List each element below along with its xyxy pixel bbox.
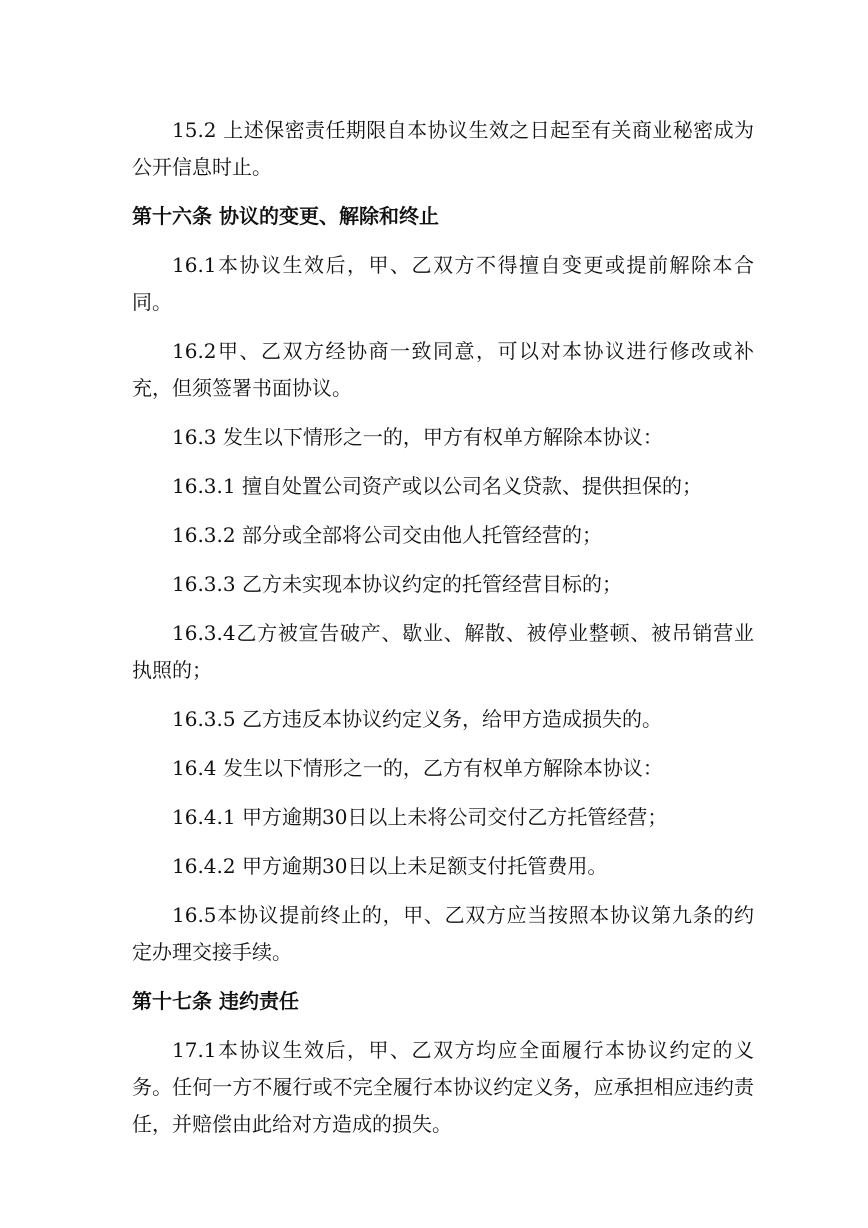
clause-16-2: 16.2甲、乙双方经协商一致同意，可以对本协议进行修改或补充，但须签署书面协议。	[132, 339, 754, 400]
article-17-heading: 第十七条 违约责任	[132, 989, 299, 1013]
clause-16-3-4: 16.3.4乙方被宣告破产、歇业、解散、被停业整顿、被吊销营业执照的；	[132, 621, 754, 682]
clause-16-1: 16.1本协议生效后，甲、乙双方不得擅自变更或提前解除本合同。	[132, 253, 754, 314]
clause-16-3-1: 16.3.1 擅自处置公司资产或以公司名义贷款、提供担保的；	[172, 474, 702, 498]
article-16-heading: 第十六条 协议的变更、解除和终止	[132, 204, 439, 228]
clause-16-4: 16.4 发生以下情形之一的，乙方有权单方解除本协议：	[172, 756, 663, 780]
clause-16-4-2: 16.4.2 甲方逾期30日以上未足额支付托管费用。	[172, 854, 608, 878]
clause-16-4-1: 16.4.1 甲方逾期30日以上未将公司交付乙方托管经营；	[172, 805, 668, 829]
clause-17-1: 17.1本协议生效后，甲、乙双方均应全面履行本协议约定的义务。任何一方不履行或不完全履行本协议约定义务，应承担相应违约责任，并赔偿由此给对方造成的损失。	[132, 1038, 754, 1136]
clause-16-3-5: 16.3.5 乙方违反本协议约定义务，给甲方造成损失的。	[172, 707, 662, 731]
clause-16-3-3: 16.3.3 乙方未实现本协议约定的托管经营目标的；	[172, 572, 622, 596]
clause-15-2: 15.2 上述保密责任期限自本协议生效之日起至有关商业秘密成为公开信息时止。	[132, 118, 754, 179]
clause-16-3: 16.3 发生以下情形之一的，甲方有权单方解除本协议：	[172, 425, 663, 449]
document-body	[132, 112, 754, 1155]
clause-16-5: 16.5本协议提前终止的，甲、乙双方应当按照本协议第九条的约定办理交接手续。	[132, 903, 754, 964]
clause-16-3-2: 16.3.2 部分或全部将公司交由他人托管经营的；	[172, 523, 602, 547]
